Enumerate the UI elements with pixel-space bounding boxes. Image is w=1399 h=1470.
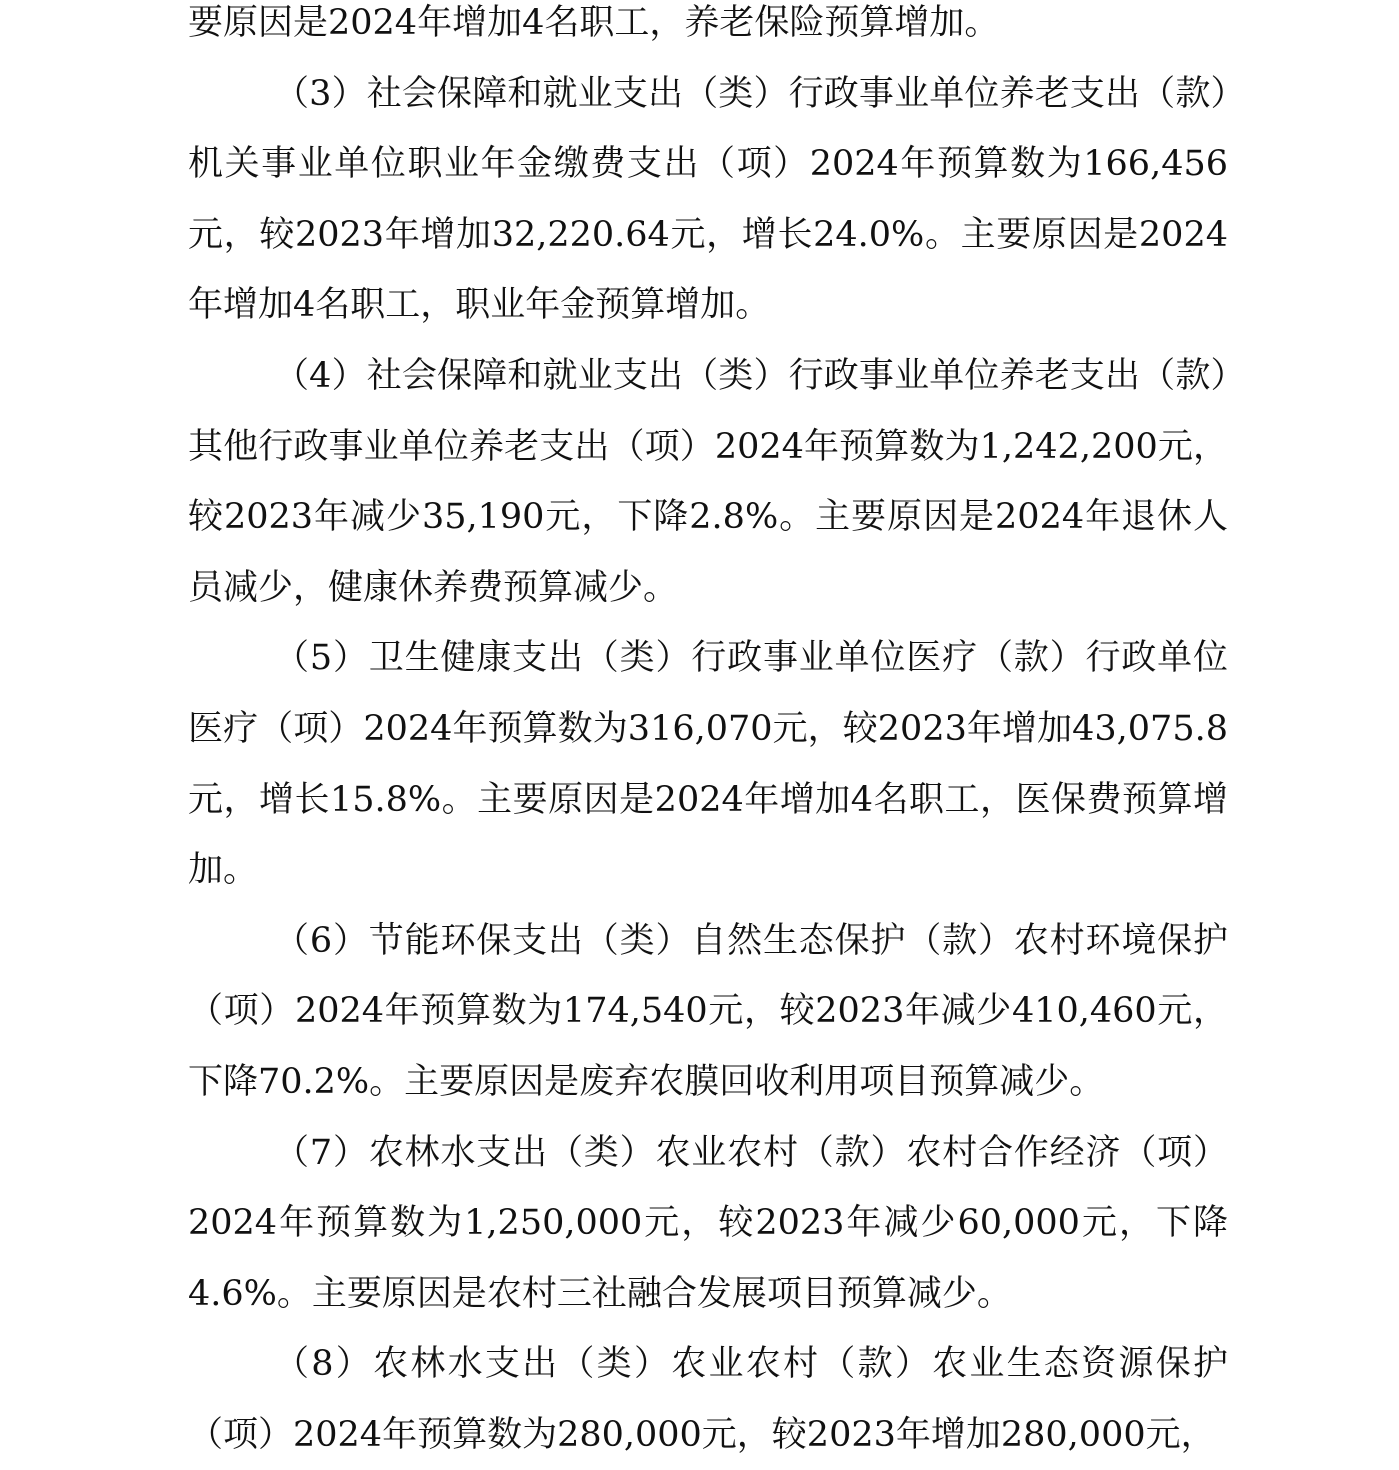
paragraph-item-5: （5）卫生健康支出（类）行政事业单位医疗（款）行政单位医疗（项）2024年预算数为316,070元，较2023年增加43,075.8元，增长15.8%。主要原因是2024年增加4名职工，医保费预算增加。 [188, 638, 1228, 891]
paragraph-item-7: （7）农林水支出（类）农业农村（款）农村合作经济（项）2024年预算数为1,250,000元，较2023年减少60,000元，下降4.6%。主要原因是农村三社融合发展项目预算减少。 [188, 1132, 1228, 1314]
paragraph-item-3: （3）社会保障和就业支出（类）行政事业单位养老支出（款）机关事业单位职业年金缴费支出（项）2024年预算数为166,456元，较2023年增加32,220.64元，增长24.0%。主要原因是2024年增加4名职工，职业年金预算增加。 [188, 73, 1228, 326]
paragraph-item-6: （6）节能环保支出（类）自然生态保护（款）农村环境保护（项）2024年预算数为174,540元，较2023年减少410,460元，下降70.2%。主要原因是废弃农膜回收利用项目预算减少。 [188, 920, 1228, 1102]
paragraph-item-4: （4）社会保障和就业支出（类）行政事业单位养老支出（款）其他行政事业单位养老支出（项）2024年预算数为1,242,200元，较2023年减少35,190元，下降2.8%。主要原因是2024年退休人员减少，健康休养费预算减少。 [188, 355, 1228, 608]
paragraph-item-8: （8）农林水支出（类）农业农村（款）农业生态资源保护（项）2024年预算数为280,000元，较2023年增加280,000元， [188, 1344, 1228, 1455]
paragraph-continuation: 要原因是2024年增加4名职工，养老保险预算增加。 [188, 3, 1000, 43]
document-page [188, 0, 1228, 1470]
